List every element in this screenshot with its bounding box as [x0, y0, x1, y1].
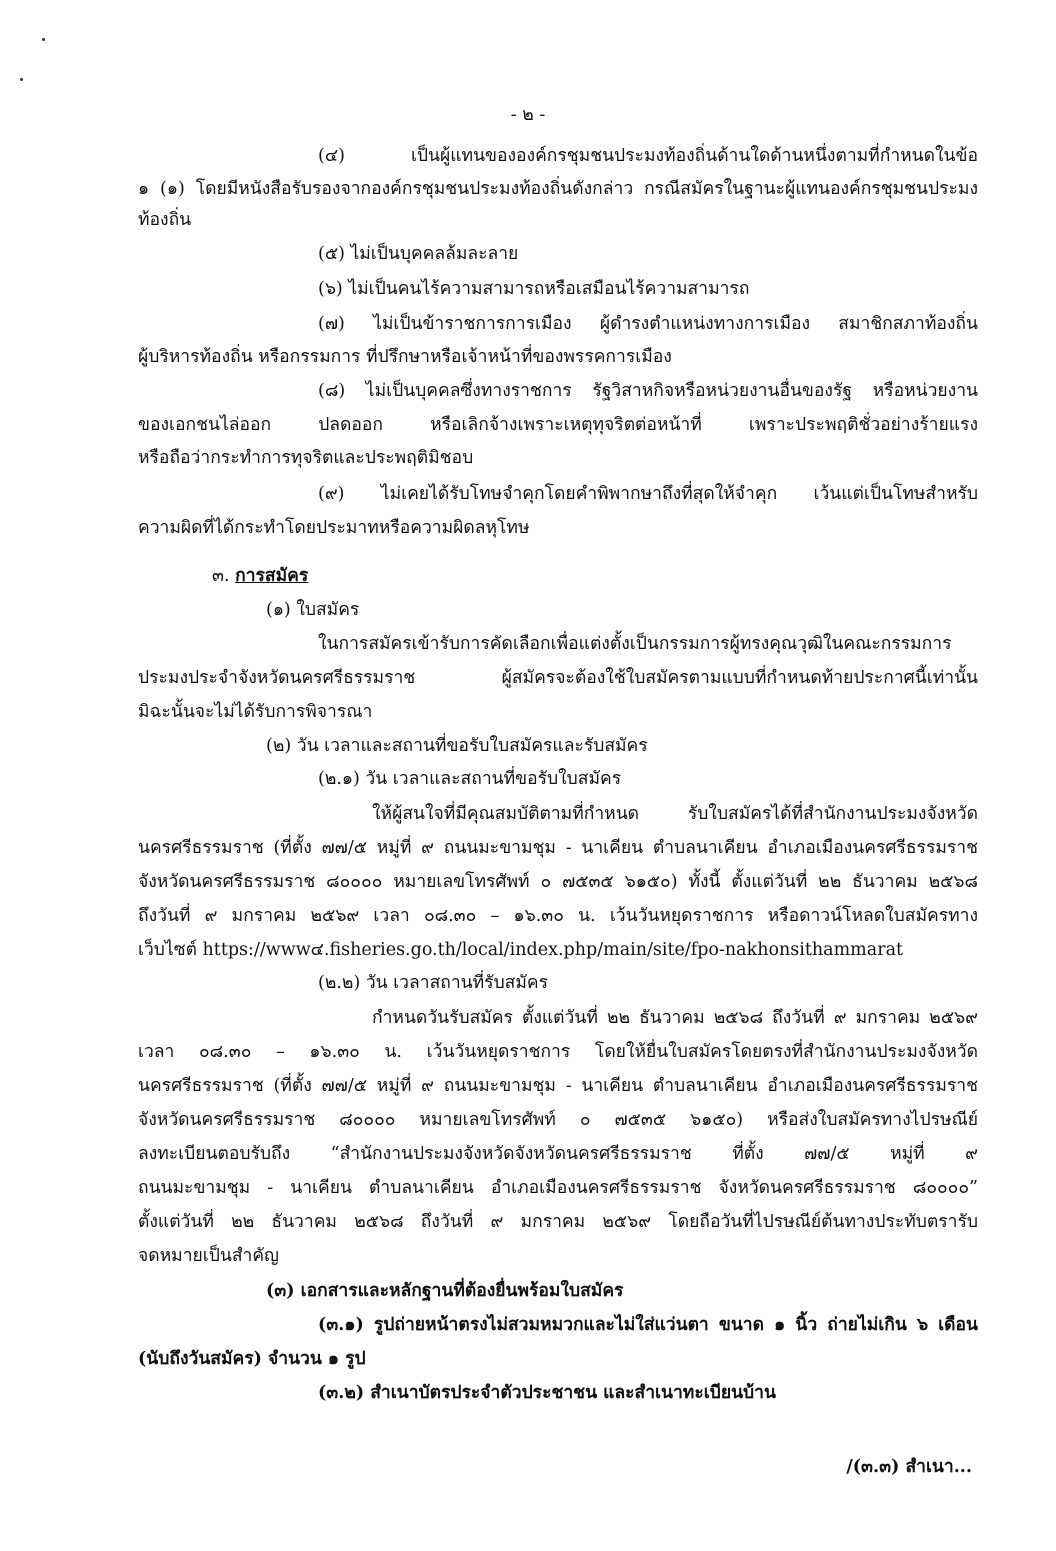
subsection-heading: (๒) วัน เวลาและสถานที่ขอรับใบสมัครและรับสมัคร [266, 736, 648, 756]
paragraph-line: (๖) ไม่เป็นคนไร้ความสามารถหรือเสมือนไร้ความสามารถ [318, 279, 750, 299]
paragraph-line: กำหนดวันรับสมัคร ตั้งแต่วันที่ ๒๒ ธันวาคม ๒๕๖๘ ถึงวันที่ ๙ มกราคม ๒๕๖๙ [372, 1008, 978, 1028]
paragraph-line: ลงทะเบียนตอบรับถึง “สำนักงานประมงจังหวัดจังหวัดนครศรีธรรมราช ที่ตั้ง ๗๗/๕ หมู่ที่ ๙ [138, 1144, 978, 1164]
paragraph-line: หรือถือว่ากระทำการทุจริตและประพฤติมิชอบ [138, 448, 474, 468]
paragraph-line: (๙) ไม่เคยได้รับโทษจำคุกโดยคำพิพากษาถึงที่สุดให้จำคุก เว้นแต่เป็นโทษสำหรับ [318, 484, 978, 504]
paragraph-line: ๑ (๑) โดยมีหนังสือรับรองจากองค์กรชุมชนประมงท้องถิ่นดังกล่าว กรณีสมัครในฐานะผู้แทนองค์กรชุมชนประมง [138, 179, 978, 199]
subsection-heading: (๓) เอกสารและหลักฐานที่ต้องยื่นพร้อมใบสมัคร [266, 1281, 624, 1301]
paragraph-line: ผู้บริหารท้องถิ่น หรือกรรมการ ที่ปรึกษาหรือเจ้าหน้าที่ของพรรคการเมือง [138, 347, 672, 367]
paragraph-line: ท้องถิ่น [138, 210, 192, 230]
section-number: ๓. [212, 566, 230, 586]
paragraph-line: (นับถึงวันสมัคร) จำนวน ๑ รูป [138, 1349, 366, 1369]
section-heading [212, 563, 308, 589]
continuation-note: /(๓.๓) สำเนา... [846, 1457, 972, 1477]
paragraph-line: จดหมายเป็นสำคัญ [138, 1246, 279, 1266]
paragraph-line: ถนนมะขามชุม - นาเคียน ตำบลนาเคียน อำเภอเมืองนครศรีธรรมราช จังหวัดนครศรีธรรมราช ๘๐๐๐๐” [138, 1178, 978, 1198]
paragraph-line: มิฉะนั้นจะไม่ได้รับการพิจารณา [138, 702, 373, 722]
website-line: เว็บไซต์ https://www๔.fisheries.go.th/local/index.php/main/site/fpo-nakhonsithammarat [138, 940, 904, 960]
scan-speck [20, 78, 23, 81]
paragraph-line: ให้ผู้สนใจที่มีคุณสมบัติตามที่กำหนด รับใบสมัครได้ที่สำนักงานประมงจังหวัด [372, 804, 978, 824]
paragraph-line: ในการสมัครเข้ารับการคัดเลือกเพื่อแต่งตั้งเป็นกรรมการผู้ทรงคุณวุฒิในคณะกรรมการ [318, 634, 952, 654]
paragraph-line: (๔) เป็นผู้แทนขององค์กรชุมชนประมงท้องถิ่นด้านใดด้านหนึ่งตามที่กำหนดในข้อ [318, 146, 978, 166]
page-number: - ๒ - [510, 105, 546, 125]
paragraph-line: เวลา ๐๘.๓๐ – ๑๖.๓๐ น. เว้นวันหยุดราชการ โดยให้ยื่นใบสมัครโดยตรงที่สำนักงานประมงจังหวัด [138, 1042, 978, 1062]
scan-speck [42, 38, 45, 41]
paragraph-line: นครศรีธรรมราช (ที่ตั้ง ๗๗/๕ หมู่ที่ ๙ ถนนมะขามชุม - นาเคียน ตำบลนาเคียน อำเภอเมืองนครศรีธรรมราช [138, 1076, 978, 1096]
subsection-heading: (๓.๒) สำเนาบัตรประจำตัวประชาชน และสำเนาทะเบียนบ้าน [318, 1383, 776, 1403]
paragraph-line: ของเอกชนไล่ออก ปลดออก หรือเลิกจ้างเพราะเหตุทุจริตต่อหน้าที่ เพราะประพฤติชั่วอย่างร้ายแรง [138, 415, 978, 435]
subsection-heading: (๒.๑) วัน เวลาและสถานที่ขอรับใบสมัคร [318, 769, 622, 789]
subsection-heading: (๒.๒) วัน เวลาสถานที่รับสมัคร [318, 973, 548, 993]
section-title: การสมัคร [235, 566, 309, 586]
paragraph-line: นครศรีธรรมราช (ที่ตั้ง ๗๗/๕ หมู่ที่ ๙ ถนนมะขามชุม - นาเคียน ตำบลนาเคียน อำเภอเมืองนครศรีธรรมราช [138, 838, 978, 858]
paragraph-line: ประมงประจำจังหวัดนครศรีธรรมราช ผู้สมัครจะต้องใช้ใบสมัครตามแบบที่กำหนดท้ายประกาศนี้เท่านั้น [138, 668, 978, 688]
paragraph-line: (๗) ไม่เป็นข้าราชการการเมือง ผู้ดำรงตำแหน่งทางการเมือง สมาชิกสภาท้องถิ่น [318, 314, 978, 334]
paragraph-line: (๕) ไม่เป็นบุคคลล้มละลาย [318, 244, 519, 264]
paragraph-line: จังหวัดนครศรีธรรมราช ๘๐๐๐๐ หมายเลขโทรศัพท์ ๐ ๗๕๓๕ ๖๑๕๐) ทั้งนี้ ตั้งแต่วันที่ ๒๒ ธันวาคม ๒๕๖๘ [138, 872, 978, 892]
paragraph-line: (๘) ไม่เป็นบุคคลซึ่งทางราชการ รัฐวิสาหกิจหรือหน่วยงานอื่นของรัฐ หรือหน่วยงาน [318, 381, 978, 401]
paragraph-line: (๓.๑) รูปถ่ายหน้าตรงไม่สวมหมวกและไม่ใส่แว่นตา ขนาด ๑ นิ้ว ถ่ายไม่เกิน ๖ เดือน [318, 1315, 978, 1335]
paragraph-line: ความผิดที่ได้กระทำโดยประมาทหรือความผิดลหุโทษ [138, 518, 530, 538]
paragraph-line: จังหวัดนครศรีธรรมราช ๘๐๐๐๐ หมายเลขโทรศัพท์ ๐ ๗๕๓๕ ๖๑๕๐) หรือส่งใบสมัครทางไปรษณีย์ [138, 1110, 978, 1130]
paragraph-line: ตั้งแต่วันที่ ๒๒ ธันวาคม ๒๕๖๘ ถึงวันที่ ๙ มกราคม ๒๕๖๙ โดยถือวันที่ไปรษณีย์ต้นทางประทับตรารับ [138, 1212, 978, 1232]
paragraph-line: ถึงวันที่ ๙ มกราคม ๒๕๖๙ เวลา ๐๘.๓๐ – ๑๖.๓๐ น. เว้นวันหยุดราชการ หรือดาวน์โหลดใบสมัครทาง [138, 906, 978, 926]
subsection-heading: (๑) ใบสมัคร [266, 600, 360, 620]
